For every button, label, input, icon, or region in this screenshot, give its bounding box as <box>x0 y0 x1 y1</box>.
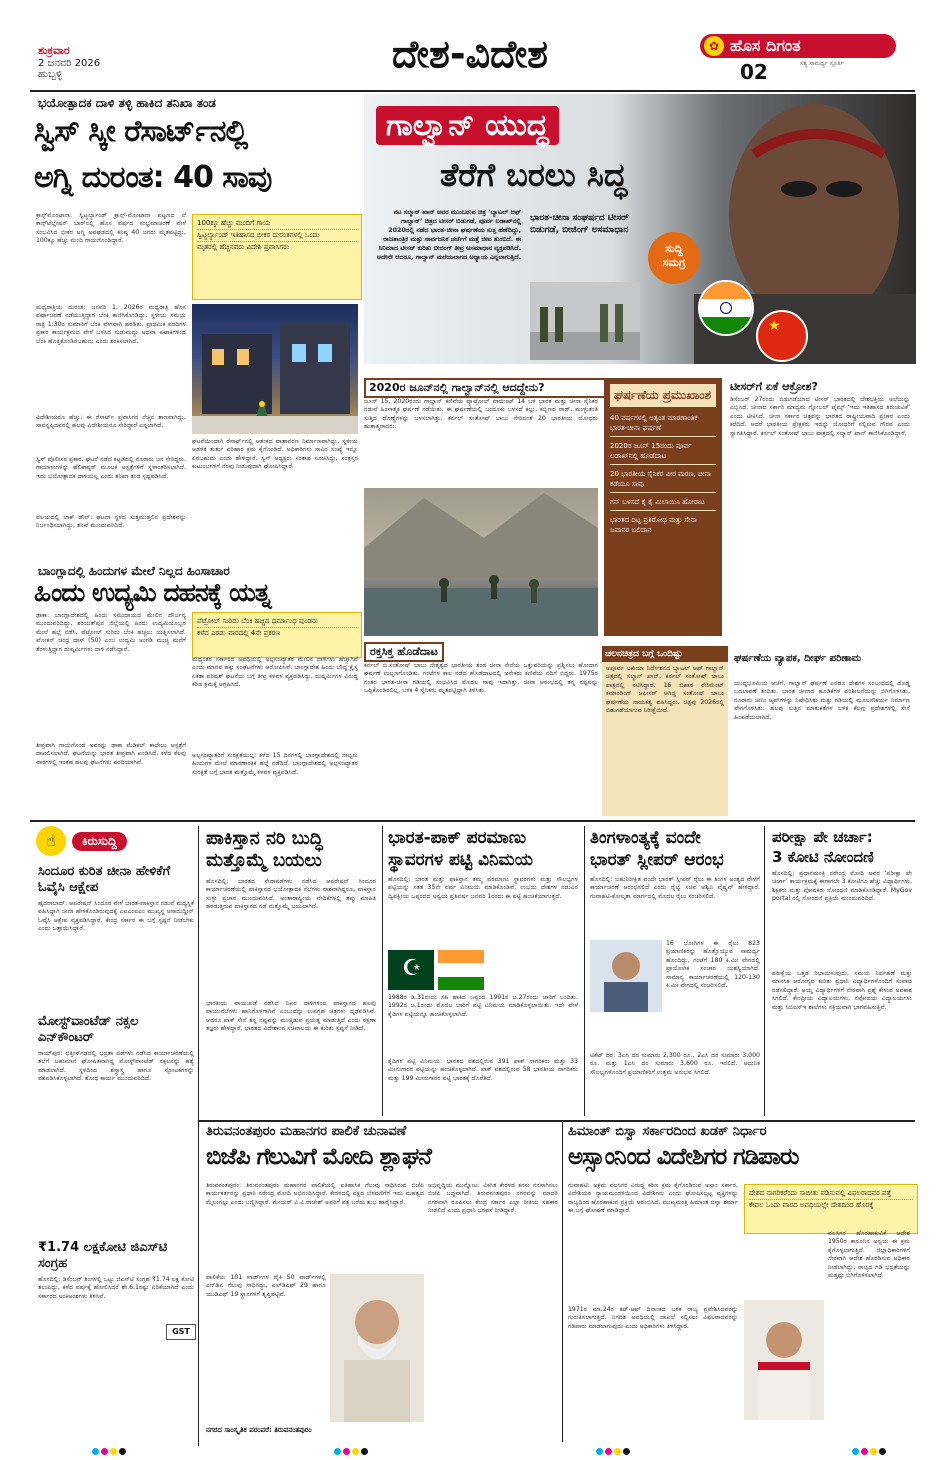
swiss-headline-2: ಅಗ್ನಿ ದುರಂತ: 40 ಸಾವು <box>34 160 272 195</box>
vande-body-1: ಹೊಸದಿಲ್ಲಿ: ಬಹುನಿರೀಕ್ಷಿತ ವಂದೇ ಭಾರತ್ ಸ್ಲೀಪರ್ ರೈಲು ಈ ತಿಂಗಳ ಅಂತ್ಯದ ವೇಳೆಗೆ ಕಾರ್ಯಾಚರಣೆ ಆರಂಭಿಸಲಿದೆ ಎಂದು ರೈಲ್ವೆ ಸಚಿವ ಅಶ್ವಿನಿ ವೈಷ್ಣವ್ ಹೇಳಿದ್ದಾರೆ. ಗುವಾಹಟಿ-ಕೋಲ್ಕತಾ ಮಾರ್ಗದಲ್ಲಿ ಮೊದಲ ರೈಲು ಸಂಚರಿಸಲಿದೆ. <box>590 876 760 900</box>
swiss-body-6: ವಲಯದಲ್ಲಿ ಲಾಕ್ ಡೌನ್: ಘಟನಾ ಸ್ಥಳದ ಸುತ್ತಮುತ್ತಲಿನ ಪ್ರದೇಶವನ್ನು ನಿರ್ಬಂಧಿಸಲಾಗಿದ್ದು, ತನಿಖೆ ಮುಂದುವರಿದಿದೆ. <box>36 514 186 530</box>
clash-illustration <box>364 488 598 636</box>
bullet: ಕಳೆದ ಎರಡು ವಾರದಲ್ಲಿ 4ನೇ ಪ್ರಕರಣ <box>197 629 281 637</box>
india-flag <box>698 280 754 336</box>
flashpoint-item: ಭಾರತದ ದಿಟ್ಟ ಪ್ರತಿರೋಧ ಮತ್ತು ಸೇನಾ ಜವಾನರ ಬಲಿದಾನ <box>610 516 697 534</box>
exam-headline-1: ಪರೀಕ್ಷಾ ಪೇ ಚರ್ಚಾ: <box>772 828 873 846</box>
impact-body: ಯುದ್ಧಭೂಮಿಯ ಆಚೆಗೆ, ಗಾಲ್ವಾನ್ ಘರ್ಷಣೆ ಎರಡೂ ದೇಶಗಳ ಸಂಬಂಧದಲ್ಲಿ ದೊಡ್ಡ ಬದಲಾವಣೆ ತಂದಿತು. ಭಾರತ ಚೀನಾದ ಹೂಡಿಕೆಗಳ ಪರಿಶೀಲನೆಯನ್ನು ಬಿಗಿಗೊಳಿಸಿತು, ನೂರಾರು ಚೀನೀ ಆ್ಯಪ್‌ಗಳನ್ನು ನಿಷೇಧಿಸಿತು ಮತ್ತು ಗಡಿಯಲ್ಲಿ ಮೂಲಸೌಕರ್ಯ ನಿರ್ಮಾಣ ವೇಗಗೊಳಿಸಿತು. ಹಲವು ಸುತ್ತಿನ ಮಾತುಕತೆಗಳ ಬಳಿಕ ಕೆಲವು ಪ್ರದೇಶಗಳಲ್ಲಿ ಸೇನೆ ಹಿಂಪಡೆಯಲಾಗಿದೆ. <box>734 680 910 721</box>
flashpoint-item: 20 ಭಾರತೀಯ ಸೈನಿಕರ ವೀರ ಮರಣ, ಚೀನಾ ಕಡೆಯೂ ಸಾವು <box>610 469 716 493</box>
registration-marks <box>334 1440 370 1459</box>
himanta-photo <box>744 1300 824 1420</box>
kiru-label-box <box>36 826 194 856</box>
kiru-label: ಕಿರುಸುದ್ದಿ <box>72 832 127 851</box>
resort-illustration <box>192 304 358 434</box>
pak-body-2: ಭಾರತೀಯ ವಾಯುಪಡೆ ನಡೆಸಿದ ನಿಖರ ದಾಳಿಗಳಿಂದ ಪಾಕಿಸ್ತಾನದ ಹಲವು ವಾಯುನೆಲೆಗಳು ಹಾನಿಗೊಳಗಾಗಿವೆ ಎಂಬುದನ್ನು ಉಪಗ್ರಹ ಚಿತ್ರಗಳು ದೃಢಪಡಿಸಿವೆ. ಆದರೂ ಪಾಕ್ ಸೇನೆ ತನ್ನ ನಷ್ಟವನ್ನು ಮುಚ್ಚಿಡುವ ಪ್ರಯತ್ನ ಮಾಡುತ್ತಿದೆ ಎಂದು ರಕ್ಷಣಾ ತಜ್ಞರು ಹೇಳಿದ್ದಾರೆ. ಭಾರತದ ವಿದೇಶಾಂಗ ಸಚಿವಾಲಯ ಈ ಕುರಿತು ಸ್ಪಷ್ಟನೆ ನೀಡಿದೆ. <box>206 1000 376 1033</box>
vande-body-2: 16 ಬೋಗಿಗಳ ಈ ರೈಲು 823 ಪ್ರಯಾಣಿಕರನ್ನು ಹೊತ್ತೊಯ್ಯುವ ಸಾಮರ್ಥ್ಯ ಹೊಂದಿದ್ದು, ಗಂಟೆಗೆ 180 ಕಿ.ಮೀ ವೇಗದಲ್ಲಿ ಪ್ರಾಯೋಗಿಕ ಸಂಚಾರ ಯಶಸ್ವಿಯಾಗಿದೆ. ಸಾಮಾನ್ಯ ಕಾರ್ಯಾಚರಣೆಯಲ್ಲಿ 120-130 ಕಿ.ಮೀ ವೇಗದಲ್ಲಿ ಸಂಚರಿಸಲಿದೆ. <box>666 940 760 990</box>
pak-body-1: ಹೊಸದಿಲ್ಲಿ: ಭಾರತದ ಸೇನಾಪಡೆಗಳು ನಡೆಸಿದ ಆಪರೇಷನ್ ಸಿಂದೂರ ಕಾರ್ಯಾಚರಣೆಯಲ್ಲಿ ಪಾಕಿಸ್ತಾನದ ಭಯೋತ್ಪಾದಕ ನೆಲೆಗಳು ನಾಶವಾಗಿದ್ದರೂ, ಪಾಕಿಸ್ತಾನ ಸುಳ್ಳು ಪ್ರಚಾರ ಮುಂದುವರಿಸಿದೆ. ಅಂತಾರಾಷ್ಟ್ರೀಯ ವೇದಿಕೆಗಳಲ್ಲಿ ತಪ್ಪು ಮಾಹಿತಿ ಹರಡುತ್ತಿರುವ ಪಾಕಿಸ್ತಾನದ ನಡೆ ಮತ್ತೊಮ್ಮೆ ಬಯಲಾಗಿದೆ. <box>206 878 376 911</box>
kerala-byline: ನಗರದ ಸಾಂಸ್ಕೃತಿಕ ಪರಂಪರೆ: ತಿರುವನಂತಪುರಂ <box>206 1426 312 1434</box>
kiru-body-1: ಹೈದರಾಬಾದ್: ಆಪರೇಷನ್ ಸಿಂದೂರ ವೇಳೆ ಭಾರತ-ಪಾಕಿಸ್ತಾನ ನಡುವೆ ಮಧ್ಯಸ್ಥಿಕೆ ವಹಿಸಿದ್ದಾಗಿ ಚೀನಾ ಹೇಳಿಕೊಂಡಿರುವುದಕ್ಕೆ ಎಐಎಂಐಎಂ ಮುಖ್ಯಸ್ಥ ಅಸಾದುದ್ದೀನ್ ಓವೈಸಿ ಆಕ್ಷೇಪ ವ್ಯಕ್ತಪಡಿಸಿದ್ದಾರೆ. ಕೇಂದ್ರ ಸರ್ಕಾರ ಈ ಬಗ್ಗೆ ಸ್ಪಷ್ಟನೆ ನೀಡಬೇಕು ಎಂದು ಒತ್ತಾಯಿಸಿದ್ದಾರೆ. <box>38 900 194 933</box>
registration-marks <box>596 1440 632 1459</box>
kerala-kicker: ತಿರುವನಂತಪುರಂ ಮಹಾನಗರ ಪಾಲಿಕೆ ಚುನಾವಣೆ <box>206 1124 407 1139</box>
bangla-body-4: ಅಲ್ಪಸಂಖ್ಯಾತರಿಗೆ ಸುರಕ್ಷತೆಯಿಲ್ಲ: ಕಳೆದ 15 ದಿನಗಳಲ್ಲಿ ಬಾಂಗ್ಲಾದೇಶದಲ್ಲಿ ನಾಲ್ವರು ಹಿಂದುಗಳ ಮೇಲೆ ಮಾರಣಾಂತಿಕ ಹಲ್ಲೆ ನಡೆದಿದೆ. ಬಾಂಗ್ಲಾದೇಶದಲ್ಲಿ ಅಲ್ಪಸಂಖ್ಯಾತರ ಸುರಕ್ಷತೆ ಬಗ್ಗೆ ಭಾರತ ಮತ್ತೊಮ್ಮೆ ಕಳವಳ ವ್ಯಕ್ತಪಡಿಸಿದೆ. <box>192 752 358 776</box>
pak-headline-1: ಪಾಕಿಸ್ತಾನ ನರಿ ಬುದ್ಧಿ <box>206 828 323 849</box>
assam-body-1: ಗುವಾಹಟಿ: ಅಕ್ರಮ ವಲಸಿಗರ ವಿರುದ್ಧ ಕಠಿಣ ಕ್ರಮ ಕೈಗೊಂಡಿರುವ ಅಸ್ಸಾಂ ಸರ್ಕಾರ, ವಿದೇಶಿಯರ ನ್ಯಾಯಮಂಡಳಿಯಿಂದ ವಿದೇಶಿಗರು ಎಂದು ಘೋಷಿಸಲ್ಪಟ್ಟ ವ್ಯಕ್ತಿಗಳನ್ನು ರಾಜ್ಯದಿಂದ ಹೊರಹಾಕುವ ಪ್ರಕ್ರಿಯೆ ಆರಂಭಿಸಿದೆ. ಮುಖ್ಯಮಂತ್ರಿ ಹಿಮಾಂತ ಬಿಸ್ವಾ ಶರ್ಮಾ ಈ ಬಗ್ಗೆ ಘೋಷಣೆ ಮಾಡಿದ್ದಾರೆ. <box>568 1182 738 1215</box>
kiru-body-2: ರಾಯ್‌ಪುರ: ಛತ್ತೀಸ್‌ಗಢದಲ್ಲಿ ಭದ್ರತಾ ಪಡೆಗಳು ನಡೆಸಿದ ಕಾರ್ಯಾಚರಣೆಯಲ್ಲಿ ತಲೆಗೆ ಬಹುಮಾನ ಘೋಷಿತವಾಗಿದ್ದ ಮೋಸ್ಟ್‌ವಾಂಟೆಡ್ ನಕ್ಸಲನನ್ನು ಹತ್ಯೆ ಮಾಡಲಾಗಿದೆ. ಸ್ಥಳದಿಂದ ಶಸ್ತ್ರಾಸ್ತ್ರ ಹಾಗೂ ಸ್ಫೋಟಕಗಳನ್ನು ವಶಪಡಿಸಿಕೊಳ್ಳಲಾಗಿದೆ. ಶೋಧ ಕಾರ್ಯ ಮುಂದುವರಿದಿದೆ. <box>38 1050 194 1083</box>
flashpoint-item: 2020ರ ಜೂನ್ 15ರಂದು ಪೂರ್ವ ಲಡಾಖ್‌ನಲ್ಲಿ ಹೊಡೆದಾಟ <box>610 441 716 465</box>
swiss-body-2: ಮಧ್ಯರಾತ್ರಿಯ ದುರಂತ: ಜನವರಿ 1, 2026ರ ಮಧ್ಯರಾತ್ರಿ ಹೊಸ ವರ್ಷಾಚರಣೆ ನಡೆಯುತ್ತಿದ್ದಾಗ ಬೆಂಕಿ ಕಾಣಿಸಿಕೊಂಡಿದ್ದು, ಸ್ಥಳೀಯ ಸಮಯ ರಾತ್ರಿ 1:30ರ ಸುಮಾರಿಗೆ ಬೆಂಕಿ ವೇಗವಾಗಿ ಹರಡಿತು. ಪ್ರಾಥಮಿಕ ವರದಿಗಳ ಪ್ರಕಾರ ಕಾರ್ಯಕ್ರಮದ ವೇಳೆ ಬಳಸಿದ ಸುಡುಮದ್ದು ಅಥವಾ ಪಟಾಕಿಗಳಿಂದ ಬೆಂಕಿ ಹೊತ್ತಿಕೊಂಡಿರಬಹುದು ಎಂದು ಶಂಕಿಸಲಾಗಿದೆ. <box>36 304 186 345</box>
assam-body-2: 1971ರ ಮಾ.24ರ ಕಟ್-ಆಫ್ ದಿನಾಂಕದ ಬಳಿಕ ರಾಜ್ಯ ಪ್ರವೇಶಿಸಿದವರನ್ನು ಗುರುತಿಸಲಾಗುತ್ತಿದೆ. ನಿಗದಿತ ಅವಧಿಯಲ್ಲಿ ದಾಖಲೆ ಸಲ್ಲಿಸಲು ವಿಫಲರಾದವರನ್ನು ಗಡಿಪಾರು ಮಾಡಲಾಗುವುದು ಎಂದು ಅಧಿಕಾರಿಗಳು ತಿಳಿಸಿದ್ದಾರೆ. <box>568 1306 738 1330</box>
bullet: ಸ್ವಿಟ್ಜರ್ಲ್ಯಾಂಡ್ ಇತಿಹಾಸದ ಭೀಕರ ದುರಂತಗಳಲ್ಲಿ ಒಂದು <box>197 230 357 242</box>
kerala-body-1: ತಿರುವನಂತಪುರಂ: ತಿರುವನಂತಪುರಂ ಮಹಾನಗರ ಪಾಲಿಕೆಯಲ್ಲಿ ಐತಿಹಾಸಿಕ ಗೆಲುವು ಸಾಧಿಸಿರುವ ಬಿಜೆಪಿ ಕಾರ್ಯಕರ್ತರನ್ನು ಪ್ರಧಾನಿ ನರೇಂದ್ರ ಮೋದಿ ಅಭಿನಂದಿಸಿದ್ದಾರೆ. ಕೇರಳದಲ್ಲಿ ಪಕ್ಷದ ಬೆಳವಣಿಗೆಗೆ ಇದು ಮಹತ್ವದ ಮೈಲುಗಲ್ಲು ಎಂದು ಬಣ್ಣಿಸಿದ್ದಾರೆ. ಮೇಯರ್ ವಿ.ವಿ.ರಾಜೇಶ್ ಅವರಿಗೆ ಪತ್ರ ಬರೆದು ಶುಭ ಹಾರೈಸಿದ್ದಾರೆ. <box>206 1182 424 1206</box>
soldiers-illustration <box>530 282 640 360</box>
bullet: ದೇಶದ ನಾಗರಿಕರೆಂದು ಸಾಬೀತು ಪಡಿಸುವಲ್ಲಿ ವಿಫಲರಾದವರ ಪತ್ತೆ <box>749 1188 913 1200</box>
minister-photo <box>590 940 662 1012</box>
gst-logo: GST <box>166 1324 196 1340</box>
swiss-bullets <box>192 214 362 300</box>
lotus-icon: ✿ <box>704 36 724 56</box>
flashpoint-title: ಘರ್ಷಣೆಯ ಪ್ರಮುಖಾಂಶ <box>610 384 716 407</box>
brand-tagline: ಸತ್ಯ ಸಾಮರ್ಥ್ಯ ಸ್ಫೂರ್ತಿ <box>800 60 844 67</box>
badge-line-2: ಸಮಗ್ರ <box>662 256 686 269</box>
samagra-badge <box>648 232 700 284</box>
bullet: ಪೆಟ್ರೋಲ್ ಸುರಿದು ಬೆಂಕಿ ಹಚ್ಚಿದ ಧರ್ಮಾಂಧ ಪುಂಡರು <box>197 616 357 628</box>
kiru-head-3: ₹1.74 ಲಕ್ಷಕೋಟಿ ಜಿಎಸ್‌ಟಿ ಸಂಗ್ರಹ <box>38 1240 168 1271</box>
film-title: ಚಲನಚಿತ್ರದ ಬಗ್ಗೆ ಒಂದಿಷ್ಟು <box>602 646 728 662</box>
bangla-body-3: ಮಧ್ಯಂತರ ಸರ್ಕಾರದ ಅವಧಿಯಲ್ಲಿ ಅಲ್ಪಸಂಖ್ಯಾತರ ಮೇಲಿನ ದಾಳಿಗಳು ಹೆಚ್ಚಾಗಿವೆ ಎಂದು ಮಾನವ ಹಕ್ಕು ಸಂಘಟನೆಗಳು ಆರೋಪಿಸಿವೆ. ಬಾಂಗ್ಲಾದೇಶ ಹಿಂದು ಬೌದ್ಧ ಕ್ರೈಸ್ತ ಏಕತಾ ಪರಿಷತ್ ಘಟನೆಯ ಬಗ್ಗೆ ತೀವ್ರ ಕಳವಳ ವ್ಯಕ್ತಪಡಿಸಿದ್ದು, ದುಷ್ಕರ್ಮಿಗಳ ವಿರುದ್ಧ ಕಠಿಣ ಕ್ರಮಕ್ಕೆ ಆಗ್ರಹಿಸಿದೆ. <box>192 656 358 689</box>
modi-photo <box>330 1274 424 1422</box>
himanta-portrait <box>744 1300 824 1420</box>
kerala-headline: ಬಿಜೆಪಿ ಗೆಲುವಿಗೆ ಮೋದಿ ಶ್ಲಾಘನೆ <box>206 1144 431 1170</box>
bangla-kicker: ಬಾಂಗ್ಲಾದಲ್ಲಿ ಹಿಂದುಗಳ ಮೇಲೆ ನಿಲ್ಲದ ಹಿಂಸಾಚಾರ <box>38 564 230 578</box>
assam-bullets <box>744 1184 918 1234</box>
page-number: 02 <box>740 60 768 84</box>
clash-photo <box>364 488 598 636</box>
kerala-body-3: ಅಭಿವೃದ್ಧಿಯ ಮುನ್ನೋಟ: ವಿಕಸಿತ ಕೇರಳದ ಕನಸು ನನಸಾಗಿಸಲು ಬಿಜೆಪಿ ಬದ್ಧವಾಗಿದೆ. ತಿರುವನಂತಪುರಂ ನಗರವನ್ನು ಮಾದರಿ ನಗರವಾಗಿ ರೂಪಿಸಲು ಕೇಂದ್ರ ಸರ್ಕಾರ ಎಲ್ಲಾ ರೀತಿಯ ಸಹಕಾರ ನೀಡಲಿದೆ ಎಂದು ಪ್ರಧಾನಿ ಭರವಸೆ ನೀಡಿದ್ದಾರೆ. <box>428 1182 558 1215</box>
pak-flag <box>388 950 434 990</box>
bangla-headline: ಹಿಂದು ಉದ್ಯಮಿ ದಹನಕ್ಕೆ ಯತ್ನ <box>34 578 271 607</box>
nuclear-body-2: 1988ರ ಡಿ.31ರಂದು ಸಹಿ ಹಾಕಿದ ಒಪ್ಪಂದ 1991ರ ಜ.27ರಂದು ಜಾರಿಗೆ ಬಂದಿತು. 1992ರ ಜ.1ರಂದು ಮೊದಲ ಬಾರಿಗೆ ಪಟ್ಟಿ ವಿನಿಮಯ ಮಾಡಿಕೊಳ್ಳಲಾಯಿತು. ಇದೇ ವೇಳೆ ಕೈದಿಗಳ ಪಟ್ಟಿಯನ್ನೂ ಹಂಚಿಕೊಳ್ಳಲಾಗಿದೆ. <box>388 994 578 1018</box>
crescent-icon: ☪ <box>402 956 422 981</box>
bullet: ಮೃತರಲ್ಲಿ ಹೆಚ್ಚಿನವರು ವಿದೇಶಿ ಪ್ರವಾಸಿಗರು <box>197 243 290 251</box>
impact-title: ಘರ್ಷಣೆಯ ವ್ಯಾಪಕ, ದೀರ್ಘ ಪರಿಣಾಮ <box>734 653 862 664</box>
vande-headline-1: ತಿಂಗಳಾಂತ್ಯಕ್ಕೆ ವಂದೇ <box>590 828 701 848</box>
registration-marks <box>852 1440 888 1459</box>
section-title: ದೇಶ-ವಿದೇಶ <box>392 32 548 76</box>
film-body: ಅಪೂರ್ವ ಲಖಿಯಾ ನಿರ್ದೇಶನದ ಬ್ಯಾಟಲ್ ಆಫ್ ಗಾಲ್ವಾನ್ ಚಿತ್ರದಲ್ಲಿ ಸಲ್ಮಾನ್ ಖಾನ್, ಕರ್ನಲ್ ಸಂತೋಷ್ ಬಾಬು ಪಾತ್ರದಲ್ಲಿ ನಟಿಸಿದ್ದಾರೆ. 16 ಬಿಹಾರ ರೆಜಿಮೆಂಟ್ ಕಮಾಂಡಿಂಗ್ ಆಫೀಸರ್ ಆಗಿದ್ದ ಸಂತೋಷ್ ಬಾಬು ಘರ್ಷಣೆಯ ನಾಯಕತ್ವ ವಹಿಸಿದ್ದರು. ಚಿತ್ರವು 2026ರಲ್ಲಿ ಬಿಡುಗಡೆಯಾಗುವ ನಿರೀಕ್ಷೆಯಿದೆ. <box>606 665 724 715</box>
flashpoint-box <box>604 378 722 636</box>
teaser-question: ಟೀಸರ್‌ಗೆ ಏಕೆ ಆಕ್ರೋಶ? <box>730 380 818 393</box>
star-icon: ★ <box>768 318 781 334</box>
swiss-kicker: ಭಯೋತ್ಪಾದಕ ದಾಳಿ ತಳ್ಳಿ ಹಾಕಿದ ತನಿಖಾ ತಂಡ <box>38 96 216 110</box>
date-block <box>38 44 158 80</box>
minister-portrait <box>590 940 662 1012</box>
galwan-intro: ನಟ ಸಲ್ಮಾನ್ ಖಾನ್ ಅವರ ಮುಂಬರುವ ಚಿತ್ರ ‘ಬ್ಯಾಟಲ್ ಆಫ್ ಗಾಲ್ವಾನ್’ ಚಿತ್ರದ ಟೀಸರ್ ಬಿಡುಗಡೆ, ಪೂರ್ವ ಲಡಾಖ್‌ನಲ್ಲಿ 2020ರಲ್ಲಿ ನಡೆದ ಭಾರತ-ಚೀನಾ ಘರ್ಷಣೆಯ ಸುತ್ತ ಹೆಣೆದಿದ್ದು, ರಾಜತಾಂತ್ರಿಕ ಮತ್ತು ಸಾರ್ವಜನಿಕ ಚರ್ಚೆಗೆ ಮತ್ತೆ ಜೀವ ತುಂಬಿದೆ. ಈ ಸಿನಿಮಾದ ಟೀಸರ್ ಕುರಿತು ಬೀಜಿಂಗ್ ತೀವ್ರ ಅಸಮಾಧಾನ ವ್ಯಕ್ತಪಡಿಸಿದೆ. ಅದೇನೇ ಆದರೂ, ಗಾಲ್ವಾನ್ ಮರೆಯಲಾಗದ ಅಧ್ಯಾಯ ಎನ್ನಲಾಗುತ್ತಿದೆ. <box>376 208 521 261</box>
vande-body-3: ಟಿಕೆಟ್ ದರ: 3ಎಸಿ ದರ ಸುಮಾರು 2,300 ರೂ., 2ಎಸಿ ದರ ಸುಮಾರು 3,000 ರೂ. ಮತ್ತು 1ಎಸಿ ದರ ಸುಮಾರು 3,600 ರೂ. ಇರಲಿದೆ. ಆಧುನಿಕ ಸೌಲಭ್ಯಗಳೊಂದಿಗೆ ಪ್ರಯಾಣಿಕರಿಗೆ ಉತ್ತಮ ಅನುಭವ ಸಿಗಲಿದೆ. <box>590 1052 760 1076</box>
brand-logo <box>700 34 896 58</box>
nuclear-headline-2: ಸ್ಥಾವರಗಳ ಪಟ್ಟಿ ವಿನಿಮಯ <box>388 850 533 870</box>
galwan-what-body: ಜೂನ್ 15, 2020ರಂದು ಗಾಲ್ವಾನ್ ಕಣಿವೆಯ ಪ್ಯಾಟ್ರೋಲ್ ಪಾಯಿಂಟ್ 14 ಬಳಿ ಭಾರತ ಮತ್ತು ಚೀನಾ ಸೈನಿಕರ ನಡುವೆ ಹಿಂಸಾತ್ಮಕ ಘರ್ಷಣೆ ನಡೆಯಿತು. ಈ ಘರ್ಷಣೆಯಲ್ಲಿ ಬಂದೂಕು ಬಳಸದೆ ಕಲ್ಲು, ಕಬ್ಬಿಣದ ರಾಡ್, ಮುಳ್ಳುತಂತಿ ಸುತ್ತಿದ ದೊಣ್ಣೆಗಳನ್ನು ಬಳಸಲಾಗಿತ್ತು. ಕರ್ನಲ್ ಸಂತೋಷ್ ಬಾಬು ಸೇರಿದಂತೆ 20 ಭಾರತೀಯ ಯೋಧರು ಹುತಾತ್ಮರಾದರು. <box>364 398 598 431</box>
bullet: ಕೇವಲ ಒಂದು ವಾರದ ಅವಧಿಯಲ್ಲೇ ದೇಶದಿಂದ ಹೊರಕ್ಕೆ <box>749 1201 874 1209</box>
flashpoint-item: ಗನ್ ಬಳಸದೆ ಕೈ ಕೈ ಮಿಲಾಯಿಸಿ ಹೋರಾಟ <box>610 497 716 511</box>
vande-headline-2: ಭಾರತ್ ಸ್ಲೀಪರ್ ಆರಂಭ <box>590 850 724 870</box>
masthead <box>0 0 945 92</box>
india-flag-small <box>438 950 484 990</box>
assam-kicker: ಹಿಮಾಂತ್ ಬಿಸ್ವಾ ಸರ್ಕಾರದಿಂದ ಖಡಕ್ ನಿರ್ಧಾರ <box>568 1124 767 1139</box>
pak-headline-2: ಮತ್ತೊಮ್ಮೆ ಬಯಲು <box>206 850 322 871</box>
flashpoint-item: 40 ವರ್ಷಗಳಲ್ಲಿ ಅತ್ಯಂತ ಮಾರಣಾಂತಿಕ ಭಾರತ-ಚೀನಾ ಘರ್ಷಣೆ <box>610 413 716 437</box>
exam-body-1: ಹೊಸದಿಲ್ಲಿ: ಪ್ರಧಾನಮಂತ್ರಿ ನರೇಂದ್ರ ಮೋದಿ ಅವರ ‘ಪರೀಕ್ಷಾ ಪೇ ಚರ್ಚಾ’ ಕಾರ್ಯಕ್ರಮಕ್ಕೆ ಈಗಾಗಲೇ 3 ಕೋಟಿಗೂ ಹೆಚ್ಚು ವಿದ್ಯಾರ್ಥಿಗಳು, ಶಿಕ್ಷಕರು ಮತ್ತು ಪೋಷಕರು ನೋಂದಣಿ ಮಾಡಿಕೊಂಡಿದ್ದಾರೆ. MyGov portal ನಲ್ಲಿ ನೋಂದಣಿ ಪ್ರಕ್ರಿಯೆ ಮುಂದುವರಿದಿದೆ. <box>772 870 912 903</box>
fight-body: ಕರ್ನಲ್ ಬಿ.ಸಂತೋಷ್ ಬಾಬು ನೇತೃತ್ವದ ಭಾರತೀಯ ತಂಡ ಚೀನಾ ಸೇನೆಯ ಒತ್ತುವರಿಯನ್ನು ಪ್ರಶ್ನಿಸಲು ಹೋದಾಗ ಘರ್ಷಣೆ ಉಲ್ಬಣಗೊಂಡಿತು. ಗಂಟೆಗಳ ಕಾಲ ನಡೆದ ಹೊಡೆದಾಟದಲ್ಲಿ ಅನೇಕರು ಕಣಿವೆಯ ನದಿಗೆ ಬಿದ್ದರು. 1975ರ ನಂತರ ಭಾರತ-ಚೀನಾ ಗಡಿಯಲ್ಲಿ ಸಂಭವಿಸಿದ ಮೊದಲ ಸಾವು ಇದಾಗಿತ್ತು. ಚೀನಾ ಆರಂಭದಲ್ಲಿ ತನ್ನ ನಷ್ಟವನ್ನು ಒಪ್ಪಿಕೊಂಡಿರಲಿಲ್ಲ, ಬಳಿಕ 4 ಸೈನಿಕರು ಮೃತಪಟ್ಟಿದ್ದಾಗಿ ತಿಳಿಸಿತು. <box>364 662 598 695</box>
bangla-body-2: ತೀವ್ರವಾಗಿ ಗಾಯಗೊಂಡ ಅವರನ್ನು ಢಾಕಾ ಮೆಡಿಕಲ್ ಕಾಲೇಜು ಆಸ್ಪತ್ರೆಗೆ ದಾಖಲಿಸಲಾಗಿದೆ. ಘಟನೆಯನ್ನು ಭಾರತ ತೀವ್ರವಾಗಿ ಖಂಡಿಸಿದೆ. ಕಳೆದ ಕೆಲವು ವಾರಗಳಲ್ಲಿ ಇಂತಹ ಹಲವು ಘಟನೆಗಳು ವರದಿಯಾಗಿವೆ. <box>36 742 186 766</box>
kiru-head-1: ಸಿಂದೂರ ಕುರಿತ ಚೀನಾ ಹೇಳಿಕೆಗೆ ಓವೈಸಿ ಆಕ್ಷೇಪ <box>38 864 171 895</box>
nuclear-body-3: ಕೈದಿಗಳ ಪಟ್ಟಿ ವಿನಿಮಯ: ಭಾರತದ ವಶದಲ್ಲಿರುವ 391 ಪಾಕ್ ನಾಗರಿಕರು ಮತ್ತು 33 ಮೀನುಗಾರರ ಪಟ್ಟಿಯನ್ನು ಹಂಚಿಕೊಳ್ಳಲಾಗಿದೆ. ಪಾಕ್ ವಶದಲ್ಲಿರುವ 58 ಭಾರತೀಯ ನಾಗರಿಕರು ಮತ್ತು 199 ಮೀನುಗಾರರ ಪಟ್ಟಿ ಭಾರತಕ್ಕೆ ದೊರೆತಿದೆ. <box>388 1058 578 1082</box>
registration-marks <box>92 1440 128 1459</box>
galwan-sidebar: ಭಾರತ-ಚೀನಾ ಸಂಘರ್ಷದ ಟೀಸರ್ ಬಿಡುಗಡೆ, ಬೀಜಿಂಗ್ ಅಸಮಾಧಾನ <box>530 213 629 235</box>
modi-portrait <box>330 1274 424 1422</box>
fight-title: ರಕ್ತಸಿಕ್ತ ಹೊಡೆದಾಟ <box>364 642 444 662</box>
badge-line-1: ಸುದ್ದಿ <box>665 242 683 255</box>
swiss-body-3: ವಿದೇಶೀಯರೂ ಹೆಚ್ಚು: ಈ ರೆಸಾರ್ಟ್ ಪ್ರವಾಸಿಗರ ನೆಚ್ಚಿನ ತಾಣವಾಗಿದ್ದು, ಸಾವನ್ನಪ್ಪಿದವರಲ್ಲಿ ಹಲವು ವಿದೇಶೀಯರೂ ಸೇರಿದ್ದಾರೆ ಎನ್ನಲಾಗಿದೆ. <box>36 414 186 430</box>
kiru-body-3: ಹೊಸದಿಲ್ಲಿ: ಡಿಸೆಂಬರ್ ತಿಂಗಳಲ್ಲಿ ಒಟ್ಟು ಜಿಎಸ್‌ಟಿ ಸಂಗ್ರಹ ₹1.74 ಲಕ್ಷ ಕೋಟಿ ತಲುಪಿದ್ದು, ಕಳೆದ ವರ್ಷಕ್ಕೆ ಹೋಲಿಸಿದರೆ ಶೇ.6.1ರಷ್ಟು ಏರಿಕೆಯಾಗಿದೆ ಎಂದು ಸರ್ಕಾರದ ಅಂಕಿಅಂಶಗಳು ತಿಳಿಸಿವೆ. <box>38 1276 194 1300</box>
exam-headline-2: 3 ಕೋಟಿ ನೋಂದಣಿ <box>772 848 874 866</box>
kerala-body-2: ಪಾಲಿಕೆಯ 101 ವಾರ್ಡ್‌ಗಳ ಪೈಕಿ 50 ವಾರ್ಡ್‌ಗಳಲ್ಲಿ ಎನ್‌ಡಿಎ ಗೆಲುವು ಸಾಧಿಸಿದ್ದು, ಎಲ್‌ಡಿಎಫ್ 29 ಹಾಗೂ ಯುಡಿಎಫ್ 19 ಸ್ಥಾನಗಳಿಗೆ ತೃಪ್ತಿಪಟ್ಟಿವೆ. <box>206 1274 326 1298</box>
exam-body-2: ಪರೀಕ್ಷೆಯ ಒತ್ತಡ ನಿಭಾಯಿಸುವುದು, ಸಮಯ ನಿರ್ವಹಣೆ ಮತ್ತು ಮಾನಸಿಕ ಆರೋಗ್ಯದ ಕುರಿತು ಪ್ರಧಾನಿ ವಿದ್ಯಾರ್ಥಿಗಳೊಂದಿಗೆ ಸಂವಾದ ನಡೆಸಲಿದ್ದಾರೆ. ಆಯ್ದ ವಿದ್ಯಾರ್ಥಿಗಳಿಗೆ ನೇರವಾಗಿ ಪ್ರಶ್ನೆ ಕೇಳುವ ಅವಕಾಶ ಸಿಗಲಿದೆ. ಕೇಂದ್ರೀಯ ವಿದ್ಯಾಲಯಗಳು, ನವೋದಯ ವಿದ್ಯಾಲಯಗಳು ಮತ್ತು ಸಿಬಿಎಸ್‌ಇ ಶಾಲೆಗಳು ಸಕ್ರಿಯವಾಗಿ ಭಾಗವಹಿಸುತ್ತಿವೆ. <box>772 970 912 1011</box>
brand-name: ಹೊಸ ದಿಗಂತ <box>730 36 801 55</box>
assam-body-3: ವಲಸಿಗರ ಹೊರಹಾಕುವಿಕೆ ಆದೇಶ 1950ರ ಕಾನೂನಿನ ಅನ್ವಯ ಈ ಕ್ರಮ ಕೈಗೊಳ್ಳಲಾಗುತ್ತಿದೆ. ಜಿಲ್ಲಾಧಿಕಾರಿಗಳಿಗೆ ನೇರವಾಗಿ ಆದೇಶ ಹೊರಡಿಸುವ ಅಧಿಕಾರ ನೀಡಲಾಗಿದ್ದು, ರಾಜ್ಯದ ಗಡಿ ಭದ್ರತೆಯನ್ನು ಮತ್ತಷ್ಟು ಬಿಗಿಗೊಳಿಸಲಾಗಿದೆ. <box>828 1230 910 1280</box>
swiss-body-4: ಸ್ವಿಸ್ ಪೊಲೀಸರ ಪ್ರಕಾರ, ಘಟನೆ ನಡೆದ ಕಟ್ಟಡದಲ್ಲಿ ನೂರಾರು ಜನ ಸೇರಿದ್ದರು. ಗಾಯಾಳುಗಳನ್ನು ಹೆಲಿಕಾಪ್ಟರ್ ಮೂಲಕ ಆಸ್ಪತ್ರೆಗಳಿಗೆ ಸ್ಥಳಾಂತರಿಸಲಾಗಿದೆ. ಇದು ಭಯೋತ್ಪಾದಕ ದಾಳಿಯಲ್ಲ ಎಂದು ತನಿಖಾ ತಂಡ ಸ್ಪಷ್ಟಪಡಿಸಿದೆ. <box>36 456 186 480</box>
china-flag <box>756 310 808 362</box>
soldiers-photo <box>530 282 640 360</box>
galwan-question: 2020ರ ಜೂನ್‌ನಲ್ಲಿ ಗಾಲ್ವಾನ್‌ನಲ್ಲಿ ಆದದ್ದೇನು? <box>364 378 608 398</box>
swiss-headline-1: ಸ್ವಿಸ್ ಸ್ಕೀ ರೆಸಾರ್ಟ್‌ನಲ್ಲಿ <box>34 114 248 149</box>
chakra-icon <box>720 302 732 314</box>
nuclear-body-1: ಹೊಸದಿಲ್ಲಿ: ಭಾರತ ಮತ್ತು ಪಾಕಿಸ್ತಾನ ತಮ್ಮ ಪರಮಾಣು ಸ್ಥಾವರಗಳು ಮತ್ತು ಸೌಲಭ್ಯಗಳ ಪಟ್ಟಿಯನ್ನು ಸತತ 35ನೇ ವರ್ಷ ವಿನಿಮಯ ಮಾಡಿಕೊಂಡಿವೆ. ಉಭಯ ದೇಶಗಳ ನಡುವಿನ ದ್ವಿಪಕ್ಷೀಯ ಒಪ್ಪಂದದ ಅನ್ವಯ ಪ್ರತಿವರ್ಷ ಜನವರಿ 1ರಂದು ಈ ಪಟ್ಟಿ ಹಂಚಿಕೆಯಾಗುತ್ತದೆ. <box>388 876 578 900</box>
date-label: 2 ಜನವರಿ 2026 <box>38 58 101 69</box>
city-label: ಹುಬ್ಬಳ್ಳಿ <box>38 69 63 80</box>
bangla-bullets <box>192 612 362 658</box>
fire-photo <box>192 304 358 434</box>
galwan-title-1: ಗಾಲ್ವಾನ್ ಯುದ್ಧ <box>376 106 559 145</box>
bangla-body-1: ಢಾಕಾ: ಬಾಂಗ್ಲಾದೇಶದಲ್ಲಿ ಹಿಂದು ಸಮುದಾಯದ ಮೇಲಿನ ದೌರ್ಜನ್ಯ ಮುಂದುವರಿದಿದ್ದು, ಶರಿಯತ್‌ಪುರ ಜಿಲ್ಲೆಯಲ್ಲಿ ಹಿಂದು ಉದ್ಯಮಿಯೊಬ್ಬರ ಮೇಲೆ ಹಲ್ಲೆ ನಡೆಸಿ, ಪೆಟ್ರೋಲ್ ಸುರಿದು ಬೆಂಕಿ ಹಚ್ಚಲು ಯತ್ನಿಸಲಾಗಿದೆ. ಖೋಕನ್ ಚಂದ್ರ ದಾಸ್ (50) ಎಂಬ ಉದ್ಯಮಿ ಅಂಗಡಿ ಮುಚ್ಚಿ ಮನೆಗೆ ತೆರಳುತ್ತಿದ್ದಾಗ ದುಷ್ಕರ್ಮಿಗಳು ದಾಳಿ ನಡೆಸಿದ್ದಾರೆ. <box>36 612 186 653</box>
assam-headline: ಅಸ್ಸಾಂನಿಂದ ವಿದೇಶಿಗರ ಗಡಿಪಾರು <box>568 1144 799 1170</box>
bullet: 100ಕ್ಕೂ ಹೆಚ್ಚು ಮಂದಿಗೆ ಗಾಯ <box>197 218 357 230</box>
film-box <box>602 646 728 816</box>
galwan-title-2: ತೆರೆಗೆ ಬರಲು ಸಿದ್ಧ <box>440 156 628 194</box>
nuclear-headline-1: ಭಾರತ-ಪಾಕ್ ಪರಮಾಣು <box>388 828 527 848</box>
kiru-head-2: ಮೋಸ್ಟ್‌ವಾಂಟೆಡ್ ನಕ್ಸಲ ಎನ್‌ಕೌಂಟರ್ <box>38 1014 139 1045</box>
hand-icon: ☝ <box>36 826 66 856</box>
swiss-body-5: ಘಟನೆಯಿಂದಾಗಿ ರೆಸಾರ್ಟ್‌ನಲ್ಲಿ ಆತಂಕದ ವಾತಾವರಣ ನಿರ್ಮಾಣವಾಗಿದ್ದು, ಸ್ಥಳೀಯ ಆಡಳಿತ ತುರ್ತು ಪರಿಹಾರ ಕ್ರಮ ಕೈಗೊಂಡಿದೆ. ಅಧಿಕಾರಿಗಳು ಸಾವಿನ ಸಂಖ್ಯೆ ಇನ್ನೂ ಏರಬಹುದು ಎಂದು ಹೇಳಿದ್ದಾರೆ. ಸ್ವಿಸ್ ಅಧ್ಯಕ್ಷರು ಸಂತಾಪ ಸೂಚಿಸಿದ್ದು, ಸಂತ್ರಸ್ತರ ಕುಟುಂಬಗಳಿಗೆ ನೆರವು ನೀಡುವುದಾಗಿ ಘೋಷಿಸಿದ್ದಾರೆ. <box>192 438 358 471</box>
day-label: ಶುಕ್ರವಾರ <box>38 44 70 57</box>
swiss-body-1: ಕ್ರಾನ್ಸ್‌ಮೊಂಟಾನಾ: ಸ್ವಿಟ್ಜರ್ಲ್ಯಾಂಡ್ ಕ್ರಾನ್ಸ್-ಮೊಂಟಾನಾ ಪಟ್ಟಣದ ಲೆ ಕಾನ್ಸ್‌ಟೆಲ್ಲೇಷನ್ ಬಾರ್‌ನಲ್ಲಿ ಹೊಸ ವರ್ಷದ ಸಂಭ್ರಮಾಚರಣೆ ವೇಳೆ ಸಂಭವಿಸಿದ ಭೀಕರ ಅಗ್ನಿ ಅವಘಡದಲ್ಲಿ ಕನಿಷ್ಠ 40 ಜನರು ಮೃತಪಟ್ಟಿದ್ದು, 100ಕ್ಕೂ ಹೆಚ್ಚು ಮಂದಿ ಗಾಯಗೊಂಡಿದ್ದಾರೆ. <box>36 212 186 245</box>
teaser-body: ಡಿಸೆಂಬರ್ 27ರಂದು ಬಿಡುಗಡೆಯಾದ ಟೀಸರ್ ಭಾರತದಲ್ಲಿ ದೇಶಭಕ್ತಿಯ ಅಲೆಯನ್ನು ಎಬ್ಬಿಸಿದೆ. ಚೀನಾದ ಸರ್ಕಾರಿ ಮಾಧ್ಯಮ ಗ್ಲೋಬಲ್ ಟೈಮ್ಸ್ ‘ಇದು ಇತಿಹಾಸದ ತಿರುಚುವಿಕೆ’ ಎಂದು ಟೀಕಿಸಿದೆ. ಚೀನಾ ಸರ್ಕಾರ ಚಿತ್ರವನ್ನು ಭಾರತದ ರಾಷ್ಟ್ರೀಯವಾದಿ ಪ್ರಚಾರ ಎಂದು ಕರೆದಿದೆ. ಆದರೆ ಭಾರತೀಯ ಪ್ರೇಕ್ಷಕರು ಇದನ್ನು ಯೋಧರಿಗೆ ಸಲ್ಲಿಸುವ ಗೌರವ ಎಂದು ಸ್ವಾಗತಿಸಿದ್ದಾರೆ. ಕರ್ನಲ್ ಸಂತೋಷ್ ಬಾಬು ಪಾತ್ರದಲ್ಲಿ ಸಲ್ಮಾನ್ ಖಾನ್ ಕಾಣಿಸಿಕೊಂಡಿದ್ದಾರೆ. <box>730 396 910 437</box>
